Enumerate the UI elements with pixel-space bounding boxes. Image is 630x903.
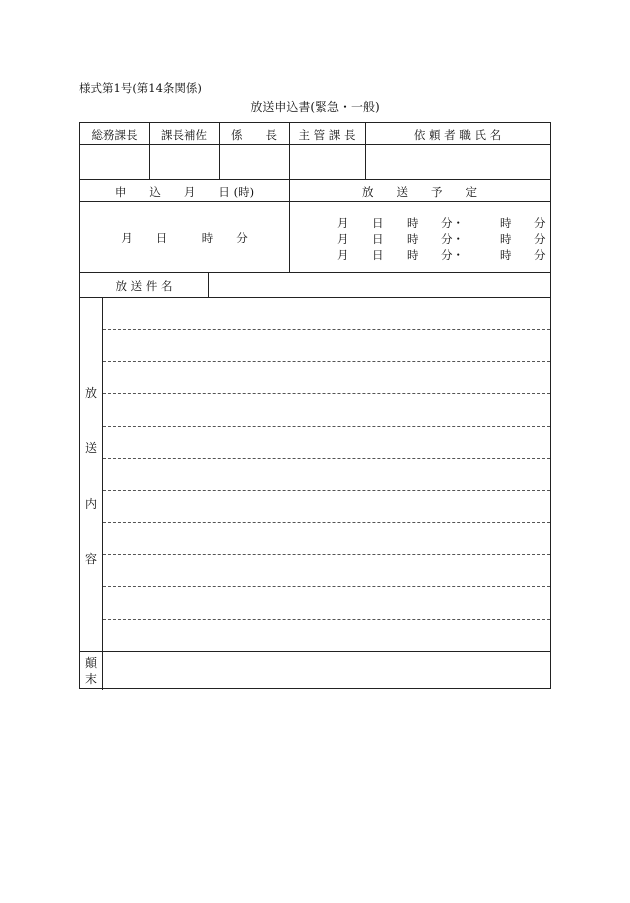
apply-date-field[interactable]: 月 日 時 分: [121, 231, 248, 245]
subject-field[interactable]: [209, 273, 550, 297]
approval-cell-managing[interactable]: [290, 145, 365, 179]
month-unit: 月: [337, 232, 349, 246]
end-hour-unit: 時: [500, 248, 512, 262]
hour-unit: 時: [407, 216, 419, 230]
content-label-char: 内: [84, 497, 97, 511]
apply-date-header: 申 込 月 日 (時): [114, 185, 255, 199]
day-unit: 日: [372, 216, 384, 230]
end-hour-unit: 時: [500, 216, 512, 230]
day-unit: 日: [372, 248, 384, 262]
approval-header-requester: 依 頼 者 職 氏 名: [413, 128, 502, 142]
content-field[interactable]: [103, 298, 550, 651]
minute-unit: 分・: [441, 232, 464, 246]
month-unit: 月: [337, 248, 349, 262]
approval-header-general-affairs: 総務課長: [91, 128, 138, 142]
application-form: [79, 122, 551, 689]
day-unit: 日: [372, 232, 384, 246]
outcome-field[interactable]: [103, 652, 550, 689]
document-title: 放送申込書(緊急・一般): [250, 100, 380, 114]
subject-label: 放 送 件 名: [115, 279, 173, 293]
approval-cell-general-affairs[interactable]: [80, 145, 149, 179]
content-label-char: 放: [84, 386, 97, 400]
form-number: 様式第1号(第14条関係): [79, 81, 202, 95]
hour-unit: 時: [407, 248, 419, 262]
approval-header-chief: 係 長: [231, 128, 277, 142]
minute-unit: 分・: [441, 216, 464, 230]
approval-header-deputy: 課長補佐: [161, 128, 207, 142]
outcome-label-char: 顛: [84, 656, 97, 670]
end-minute-unit: 分: [534, 232, 546, 246]
end-hour-unit: 時: [500, 232, 512, 246]
planned-broadcast-header: 放 送 予 定: [362, 185, 477, 199]
approval-cell-chief[interactable]: [220, 145, 289, 179]
row-divider: [80, 201, 550, 202]
hour-unit: 時: [407, 232, 419, 246]
approval-header-managing: 主 管 課 長: [298, 128, 356, 142]
content-label-char: 容: [84, 552, 97, 566]
approval-cell-requester[interactable]: [366, 145, 550, 179]
end-minute-unit: 分: [534, 248, 546, 262]
row-divider: [80, 179, 550, 180]
content-label-char: 送: [84, 441, 97, 455]
approval-cell-deputy[interactable]: [150, 145, 219, 179]
outcome-label-char: 末: [84, 672, 97, 686]
minute-unit: 分・: [441, 248, 464, 262]
end-minute-unit: 分: [534, 216, 546, 230]
month-unit: 月: [337, 216, 349, 230]
